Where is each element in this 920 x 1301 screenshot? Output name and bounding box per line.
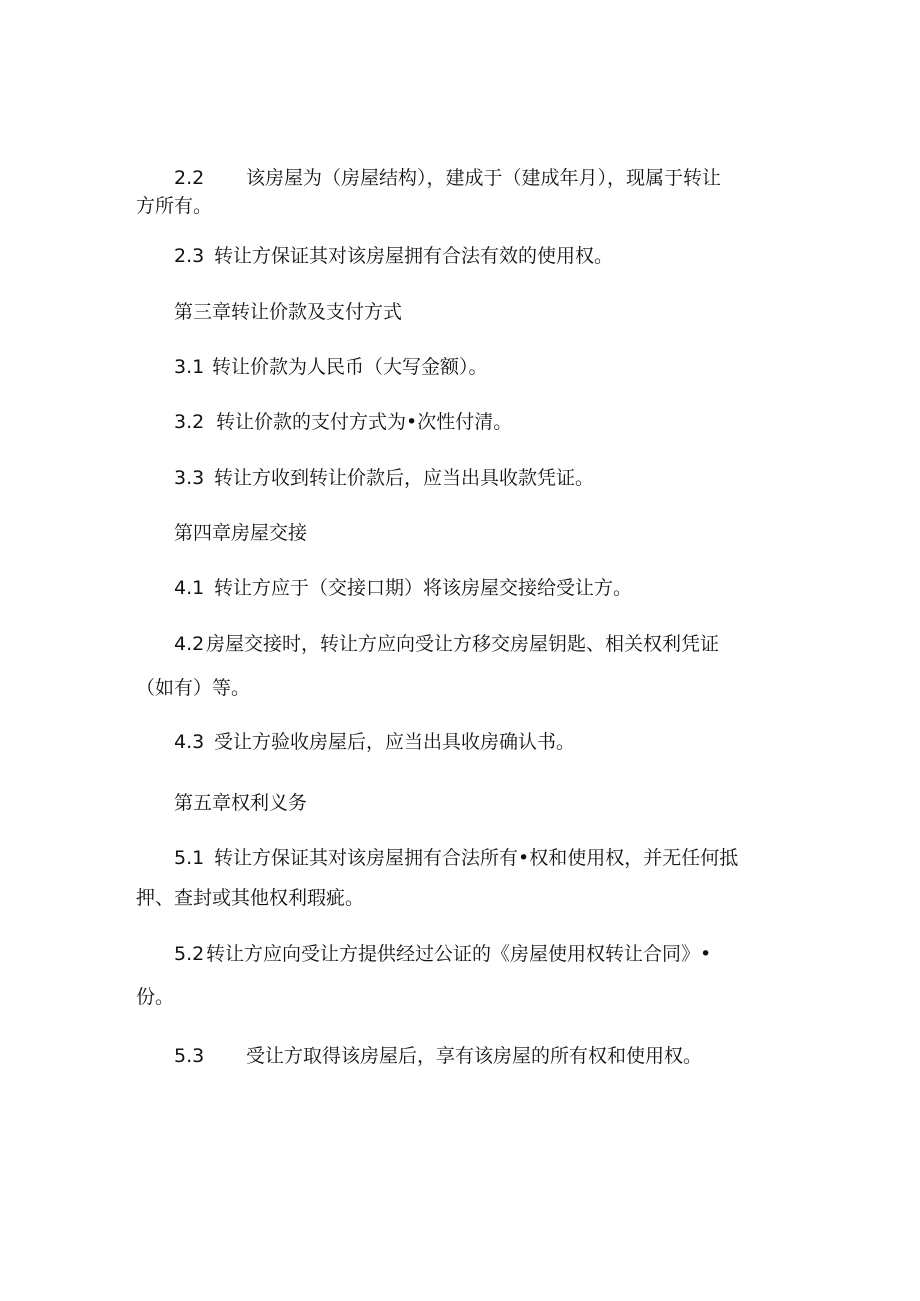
paragraph-5-2 (174, 942, 711, 966)
chapter-heading-4: 第四章房屋交接 (174, 522, 308, 544)
paragraph-2-2 (174, 166, 721, 190)
clause-number: 2.3 (174, 245, 205, 267)
clause-text: 转让方保证其对该房屋拥有合法有效的使用权。 (214, 245, 614, 267)
clause-number: 3.2 (174, 411, 205, 433)
clause-text: 转让价款为人民币（大写金额）。 (212, 356, 488, 378)
chapter-heading-3: 第三章转让价款及支付方式 (174, 301, 403, 323)
paragraph-3-2 (174, 410, 512, 434)
paragraph-2-3 (174, 244, 613, 268)
clause-text: 房屋交接时，转让方应向受让方移交房屋钥匙、相关权利凭证 (206, 633, 720, 655)
paragraph-5-3 (174, 1044, 702, 1068)
clause-text: 该房屋为（房屋结构），建成于（建成年月），现属于转让 (246, 167, 722, 189)
clause-number: 5.3 (174, 1045, 205, 1067)
paragraph-5-2-continued: 份。 (136, 986, 175, 1008)
paragraph-3-1 (174, 355, 488, 379)
paragraph-2-2-continued: 方所有。 (136, 195, 213, 217)
clause-number: 5.1 (174, 847, 205, 869)
clause-text: 转让方保证其对该房屋拥有合法所有•权和使用权，并无任何抵 (214, 847, 739, 869)
paragraph-5-1-continued: 押、查封或其他权利瑕疵。 (136, 887, 365, 909)
clause-text: 转让方应于（交接口期）将该房屋交接给受让方。 (214, 577, 633, 599)
paragraph-4-2-continued: （如有）等。 (136, 677, 251, 699)
paragraph-4-1 (174, 576, 632, 600)
clause-text: 转让价款的支付方式为•次性付清。 (216, 411, 513, 433)
paragraph-5-1 (174, 846, 738, 870)
chapter-heading-5: 第五章权利义务 (174, 792, 308, 814)
clause-text: 转让方收到转让价款后，应当出具收款凭证。 (214, 467, 595, 489)
clause-number: 4.1 (174, 577, 205, 599)
clause-number: 3.3 (174, 467, 205, 489)
clause-text: 转让方应向受让方提供经过公证的《房屋使用权转让合同》• (206, 943, 712, 965)
clause-number: 4.3 (174, 731, 205, 753)
clause-text: 受让方验收房屋后，应当出具收房确认书。 (214, 731, 576, 753)
clause-number: 5.2 (174, 943, 205, 965)
paragraph-4-2 (174, 632, 719, 656)
clause-number: 3.1 (174, 356, 205, 378)
paragraph-3-3 (174, 466, 594, 490)
clause-number: 4.2 (174, 633, 205, 655)
clause-number: 2.2 (174, 167, 205, 189)
paragraph-4-3 (174, 730, 575, 754)
clause-text: 受让方取得该房屋后，享有该房屋的所有权和使用权。 (246, 1045, 703, 1067)
